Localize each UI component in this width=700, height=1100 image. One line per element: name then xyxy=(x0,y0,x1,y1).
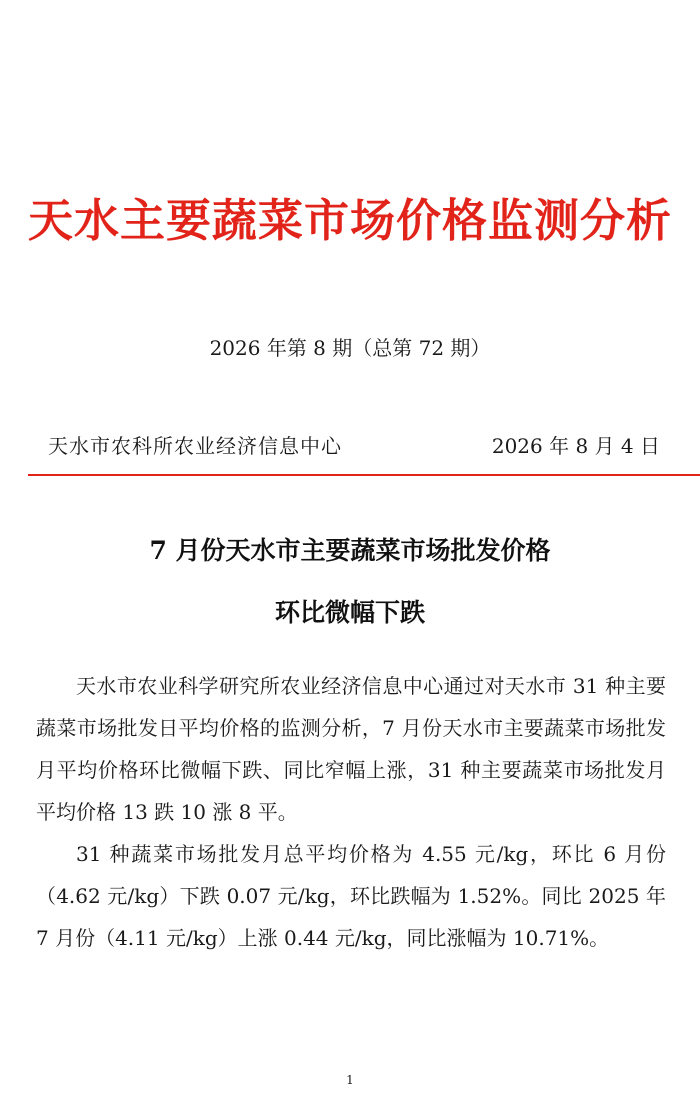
body-paragraph-2 xyxy=(36,833,666,959)
issue-number: 2026 年第 8 期（总第 72 期） xyxy=(209,336,491,360)
paragraph-text: 31 种蔬菜市场批发月总平均价格为 4.55 元/kg，环比 6 月份（4.62 元/kg）下跌 0.07 元/kg，环比跌幅为 1.52%。同比 2025 年 7 月份（4.11 元/kg）上涨 0.44 元/kg，同比涨幅为 10.71%。 xyxy=(36,842,666,950)
issue-date: 2026 年 8 月 4 日 xyxy=(491,434,660,458)
article-title-line-1: 7 月份天水市主要蔬菜市场批发价格 xyxy=(149,536,551,565)
header-divider xyxy=(28,474,700,476)
document-masthead-title: 天水主要蔬菜市场价格监测分析 xyxy=(27,194,672,247)
paragraph-text: 天水市农业科学研究所农业经济信息中心通过对天水市 31 种主要蔬菜市场批发日平均价格的监测分析，7 月份天水市主要蔬菜市场批发月平均价格环比微幅下跌、同比窄幅上涨，31 种主要蔬菜市场批发月平均价格 13 跌 10 涨 8 平。 xyxy=(36,674,666,824)
body-paragraph-1 xyxy=(36,665,666,833)
page-number: 1 xyxy=(346,1073,354,1087)
article-title-line-2: 环比微幅下跌 xyxy=(274,598,425,627)
issuer-organization: 天水市农科所农业经济信息中心 xyxy=(48,434,342,458)
